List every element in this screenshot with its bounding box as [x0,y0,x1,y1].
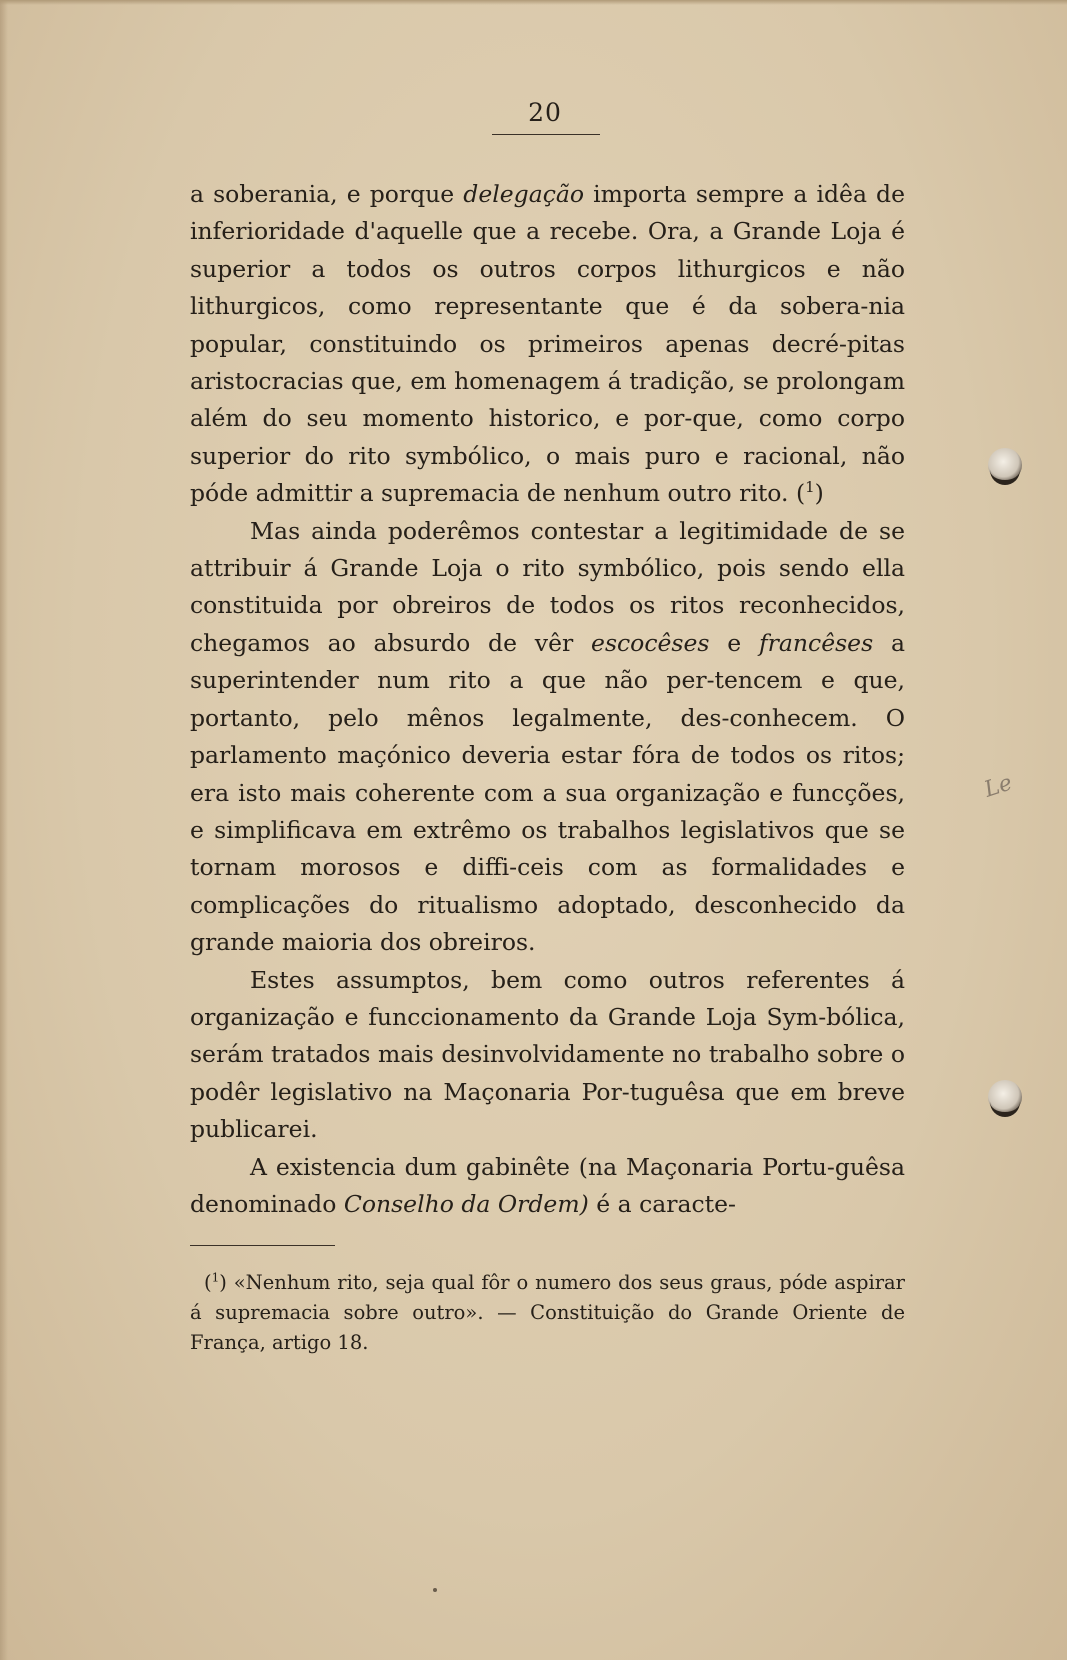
footnote-mark: ($^1$) [204,1270,227,1294]
binding-hole-mark [988,448,1022,482]
text-segment: a superintender num rito a que não per-tencem e que, portanto, pelo mênos legalmente, des-conhecem. O parlamento maçónico deveria estar fóra de todos os ritos; era isto mais coherente com a sua organização e funcções, e simplificava em extrêmo os trabalhos legislativos que se tornam morosos e diffi-ceis com as formalidades e complicações do ritualismo adoptado, desconhecido da grande maioria dos obreiros. [190,628,905,957]
paragraph [190,513,905,962]
footnote-text: «Nenhum rito, seja qual fôr o numero dos seus graus, póde aspirar á supremacia sobre outro». — Constituição do Grande Oriente de França, artigo 18. [190,1271,905,1354]
binding-hole-mark [988,1080,1022,1114]
page-spine-shadow [0,0,8,1660]
text-segment: ) [814,479,824,508]
paragraph [190,962,905,1149]
text-segment: a soberania, e porque [190,180,464,208]
footnote-rule [190,1245,335,1246]
page-number: 20 [528,98,562,127]
page-number-rule [492,134,600,135]
paragraph [190,1149,905,1224]
text-segment: e [709,628,759,657]
text-segment: A existencia dum gabinête (na Maçonaria Portu-guêsa denominado [190,1152,905,1218]
body-text [190,176,905,1223]
text-segment: é a caracte- [588,1189,736,1218]
footnote [190,1268,905,1358]
text-segment: Mas ainda poderêmos contestar a legitimidade de se attribuir á Grande Loja o rito symbólico, pois sendo ella constituida por obreiros de todos os ritos reconhecidos, chegamos ao absurdo de vêr [190,516,905,657]
text-segment: Estes assumptos, bem como outros referentes á organização e funccionamento da Grande Loja Sym-bólica, serám tratados mais desinvolvidamente no trabalho sobre o podêr legislativo na Maçonaria Por-tuguêsa que em breve publicarei. [190,965,905,1144]
text-segment: importa sempre a idêa de inferioridade d'aquelle que a recebe. Ora, a Grande Loja é superior a todos os outros corpos lithurgicos e não lithurgicos, como representante que é da sobera-nia popular, constituindo os primeiros apenas decré-pitas aristocracias que, em homenagem á tradição, se prolongam além do seu momento historico, e por-que, como corpo superior do rito symbólico, o mais puro e racional, não póde admittir a supremacia de nenhum outro rito. ( [190,180,906,508]
paragraph [190,176,905,513]
italic-term: escocêses [591,628,710,657]
italic-term: Conselho da Ordem) [343,1189,589,1218]
ink-speck [433,1588,437,1592]
italic-term: francêses [758,628,874,657]
margin-pencil-mark: Le [981,770,1016,803]
page-top-edge [0,0,1067,5]
footnote-reference: 1 [805,478,815,497]
italic-term: delegação [463,180,585,208]
